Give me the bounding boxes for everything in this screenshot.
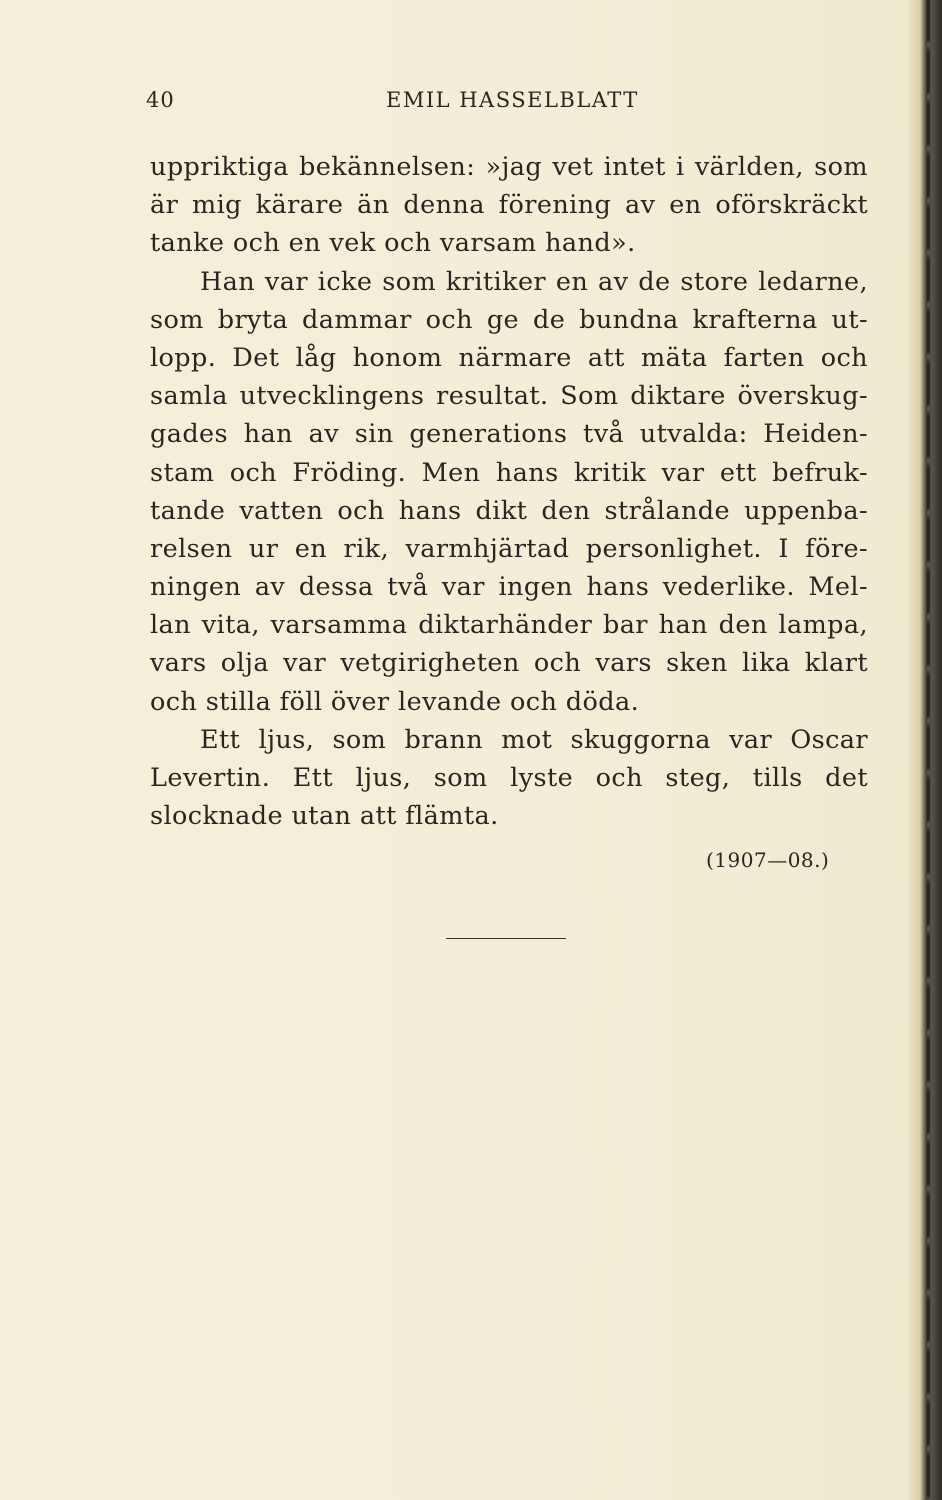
text-line: lopp. Det låg honom närmare att mäta farten och xyxy=(150,342,868,373)
text-line: samla utvecklingens resultat. Som diktare överskug- xyxy=(150,381,868,412)
section-divider xyxy=(446,938,566,939)
text-line: relsen ur en rik, varmhjärtad personlighet. I före- xyxy=(150,533,868,564)
text-line: och stilla föll över levande och döda. xyxy=(150,686,640,717)
text-line: är mig kärare än denna förening av en oförskräckt xyxy=(150,190,868,221)
text-line: som bryta dammar och ge de bundna krafterna ut- xyxy=(150,304,868,335)
text-line: gades han av sin generations två utvalda: Heiden- xyxy=(150,419,868,450)
page-number: 40 xyxy=(146,88,175,112)
text-line: uppriktiga bekännelsen: »jag vet intet i världen, som xyxy=(150,152,868,182)
text-line: vars olja var vetgirigheten och vars sken lika klart xyxy=(150,648,868,679)
running-head xyxy=(146,88,876,118)
text-line: lan vita, varsamma diktarhänder bar han den lampa, xyxy=(150,610,868,641)
text-line: Han var icke som kritiker en av de store ledarne, xyxy=(200,266,868,297)
text-line: tande vatten och hans dikt den strålande uppenba- xyxy=(150,495,868,526)
text-line: slocknade utan att flämta. xyxy=(150,801,499,832)
page-edge-detail xyxy=(927,0,930,1500)
page-edge-shadow xyxy=(908,0,942,1500)
running-head-title: EMIL HASSELBLATT xyxy=(386,88,639,112)
date-note: (1907—08.) xyxy=(706,848,830,872)
text-line: ningen av dessa två var ingen hans vederlike. Mel- xyxy=(150,572,868,603)
text-line: Levertin. Ett ljus, som lyste och steg, tills det xyxy=(150,763,868,793)
body-text xyxy=(150,148,868,835)
text-line: stam och Fröding. Men hans kritik var ett befruk- xyxy=(150,457,868,488)
text-line: tanke och en vek och varsam hand». xyxy=(150,228,636,259)
text-line: Ett ljus, som brann mot skuggorna var Oscar xyxy=(200,724,868,755)
